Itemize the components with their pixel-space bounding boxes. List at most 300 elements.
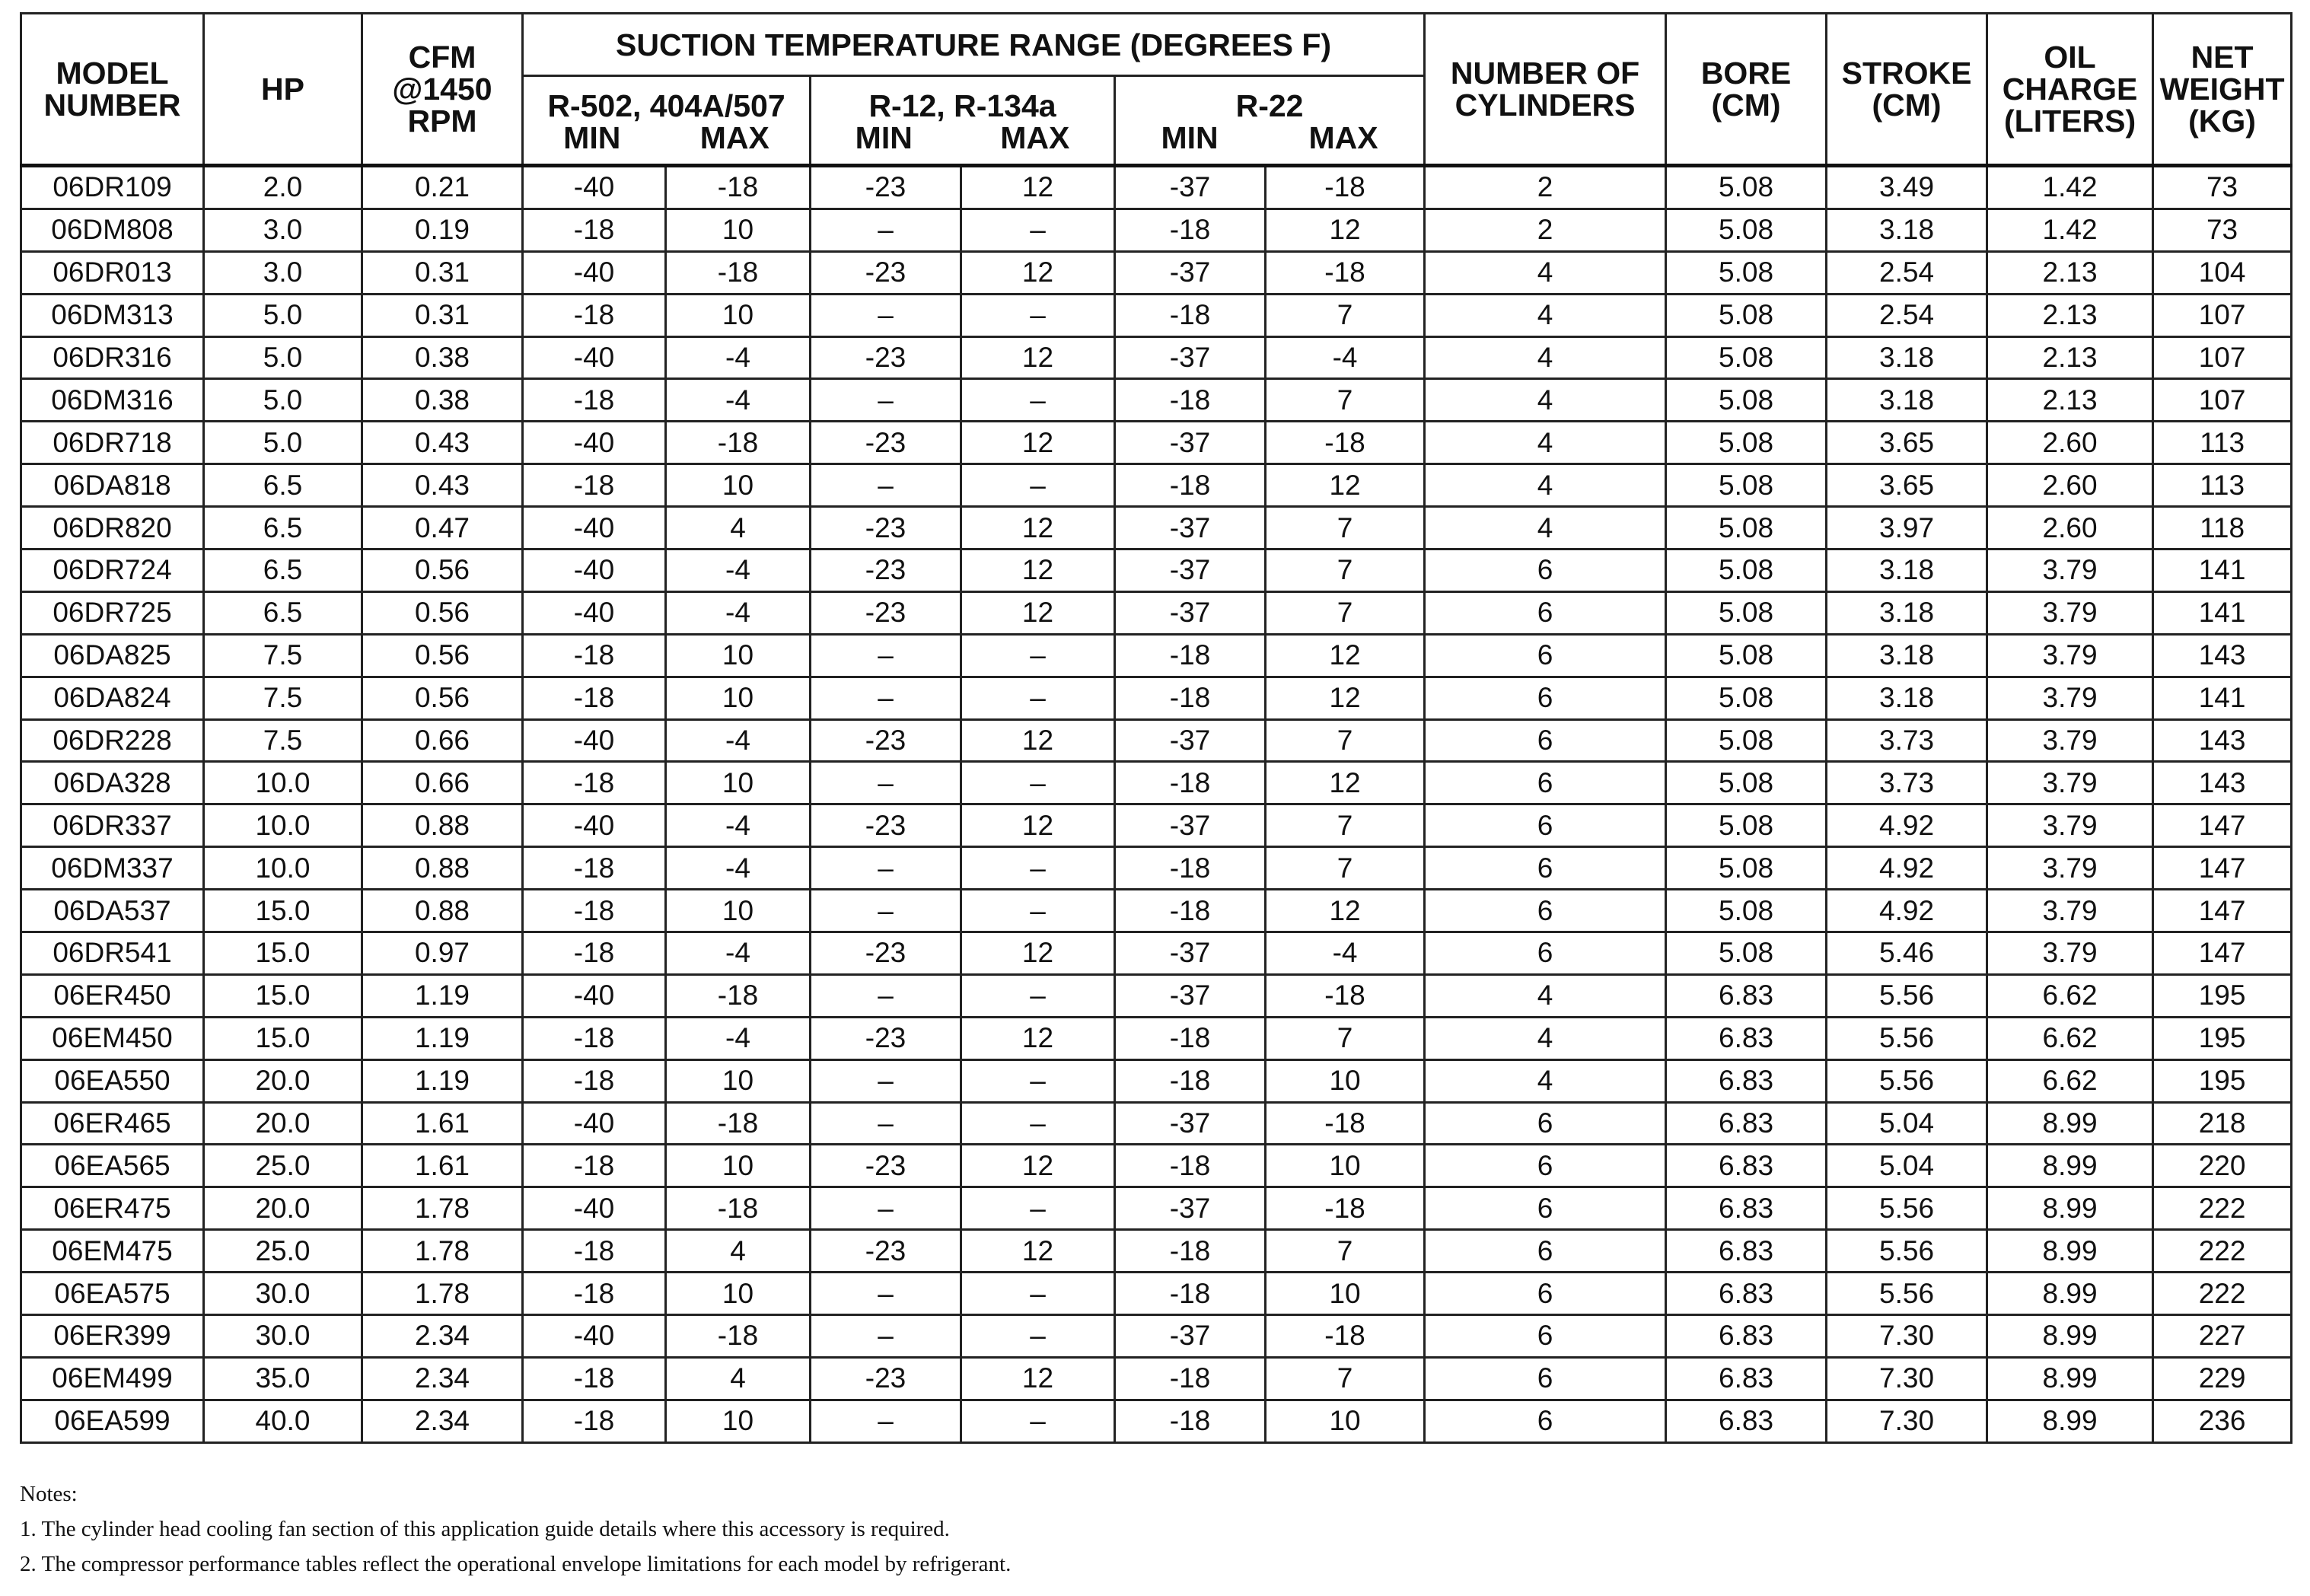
cell-r502-max: -18 bbox=[666, 422, 811, 464]
cell-net-weight: 73 bbox=[2153, 209, 2292, 251]
cell-model-number: 06DA537 bbox=[21, 890, 204, 932]
cell-model-number: 06EA575 bbox=[21, 1273, 204, 1315]
cell-r502-min: -40 bbox=[523, 591, 666, 634]
cell-model-number: 06ER450 bbox=[21, 974, 204, 1017]
cell-r12-max: – bbox=[961, 379, 1115, 422]
cell-hp: 15.0 bbox=[204, 974, 362, 1017]
cell-r22-min: -37 bbox=[1115, 507, 1266, 550]
cell-cfm: 0.19 bbox=[362, 209, 523, 251]
cell-r502-min: -40 bbox=[523, 1315, 666, 1358]
cell-r22-min: -37 bbox=[1115, 422, 1266, 464]
cell-bore: 6.83 bbox=[1666, 1357, 1827, 1400]
cell-r12-min: – bbox=[811, 1102, 961, 1145]
cell-net-weight: 195 bbox=[2153, 1017, 2292, 1059]
cell-hp: 15.0 bbox=[204, 932, 362, 975]
cell-cfm: 1.61 bbox=[362, 1102, 523, 1145]
cell-r12-min: – bbox=[811, 1059, 961, 1102]
cell-cylinders: 6 bbox=[1425, 550, 1666, 592]
cell-r12-min: – bbox=[811, 890, 961, 932]
cell-cylinders: 6 bbox=[1425, 1315, 1666, 1358]
cell-r22-max: -18 bbox=[1266, 1315, 1425, 1358]
table-row bbox=[21, 464, 2292, 507]
cell-net-weight: 143 bbox=[2153, 719, 2292, 762]
cell-r12-min: – bbox=[811, 847, 961, 890]
cell-oil-charge: 6.62 bbox=[1987, 1059, 2153, 1102]
cell-r502-min: -18 bbox=[523, 1230, 666, 1273]
cell-r502-min: -40 bbox=[523, 336, 666, 379]
cell-r12-min: -23 bbox=[811, 804, 961, 847]
cell-net-weight: 107 bbox=[2153, 336, 2292, 379]
cell-oil-charge: 8.99 bbox=[1987, 1400, 2153, 1442]
cell-r502-max: -4 bbox=[666, 847, 811, 890]
cell-hp: 15.0 bbox=[204, 1017, 362, 1059]
cell-net-weight: 227 bbox=[2153, 1315, 2292, 1358]
cell-hp: 6.5 bbox=[204, 550, 362, 592]
cell-stroke: 5.56 bbox=[1827, 1230, 1987, 1273]
table-row bbox=[21, 1315, 2292, 1358]
cell-r502-max: -4 bbox=[666, 719, 811, 762]
cell-r502-min: -40 bbox=[523, 507, 666, 550]
cell-oil-charge: 3.79 bbox=[1987, 550, 2153, 592]
cell-r22-min: -18 bbox=[1115, 294, 1266, 336]
cell-oil-charge: 8.99 bbox=[1987, 1187, 2153, 1230]
cell-cylinders: 6 bbox=[1425, 1400, 1666, 1442]
cell-stroke: 3.18 bbox=[1827, 634, 1987, 677]
cell-r22-min: -18 bbox=[1115, 762, 1266, 804]
cell-cylinders: 6 bbox=[1425, 804, 1666, 847]
cell-net-weight: 141 bbox=[2153, 591, 2292, 634]
cell-r502-max: -18 bbox=[666, 1102, 811, 1145]
cell-net-weight: 107 bbox=[2153, 379, 2292, 422]
table-row bbox=[21, 890, 2292, 932]
cell-r22-max: 7 bbox=[1266, 507, 1425, 550]
cell-r502-max: 10 bbox=[666, 1273, 811, 1315]
cell-r12-max: 12 bbox=[961, 507, 1115, 550]
header-group-r12 bbox=[811, 76, 1115, 166]
cell-model-number: 06ER475 bbox=[21, 1187, 204, 1230]
cell-oil-charge: 3.79 bbox=[1987, 591, 2153, 634]
table-row bbox=[21, 932, 2292, 975]
cell-oil-charge: 6.62 bbox=[1987, 974, 2153, 1017]
cell-cylinders: 2 bbox=[1425, 209, 1666, 251]
table-row bbox=[21, 1145, 2292, 1187]
cell-net-weight: 141 bbox=[2153, 550, 2292, 592]
cell-r22-min: -18 bbox=[1115, 1059, 1266, 1102]
cell-r12-min: -23 bbox=[811, 1145, 961, 1187]
cell-r22-min: -18 bbox=[1115, 1273, 1266, 1315]
cell-r22-min: -18 bbox=[1115, 1145, 1266, 1187]
cell-cylinders: 4 bbox=[1425, 251, 1666, 294]
cell-r502-max: -4 bbox=[666, 336, 811, 379]
cell-r22-min: -18 bbox=[1115, 1017, 1266, 1059]
cell-r22-max: 7 bbox=[1266, 804, 1425, 847]
cell-r12-max: 12 bbox=[961, 1230, 1115, 1273]
cell-model-number: 06DR724 bbox=[21, 550, 204, 592]
cell-r502-max: 10 bbox=[666, 890, 811, 932]
cell-r502-min: -40 bbox=[523, 1187, 666, 1230]
cell-cfm: 2.34 bbox=[362, 1357, 523, 1400]
cell-model-number: 06DR337 bbox=[21, 804, 204, 847]
cell-model-number: 06DR718 bbox=[21, 422, 204, 464]
table-row bbox=[21, 251, 2292, 294]
cell-model-number: 06ER399 bbox=[21, 1315, 204, 1358]
cell-oil-charge: 2.60 bbox=[1987, 464, 2153, 507]
table-row bbox=[21, 379, 2292, 422]
cell-cfm: 0.43 bbox=[362, 422, 523, 464]
cell-r502-max: 4 bbox=[666, 1230, 811, 1273]
cell-r502-min: -40 bbox=[523, 251, 666, 294]
cell-hp: 7.5 bbox=[204, 677, 362, 719]
header-stroke: STROKE (CM) bbox=[1827, 14, 1987, 166]
cell-r22-min: -18 bbox=[1115, 890, 1266, 932]
cell-hp: 5.0 bbox=[204, 336, 362, 379]
cell-bore: 5.08 bbox=[1666, 251, 1827, 294]
cell-r12-max: – bbox=[961, 209, 1115, 251]
cell-r22-max: 10 bbox=[1266, 1059, 1425, 1102]
cell-bore: 5.08 bbox=[1666, 804, 1827, 847]
cell-r502-min: -18 bbox=[523, 932, 666, 975]
cell-bore: 5.08 bbox=[1666, 464, 1827, 507]
cell-cylinders: 6 bbox=[1425, 677, 1666, 719]
cell-r502-max: -4 bbox=[666, 379, 811, 422]
cell-r502-max: -18 bbox=[666, 251, 811, 294]
cell-hp: 3.0 bbox=[204, 251, 362, 294]
cell-net-weight: 147 bbox=[2153, 804, 2292, 847]
cell-oil-charge: 1.42 bbox=[1987, 209, 2153, 251]
cell-bore: 5.08 bbox=[1666, 847, 1827, 890]
cell-r502-max: -4 bbox=[666, 804, 811, 847]
cell-model-number: 06DR228 bbox=[21, 719, 204, 762]
cell-cylinders: 6 bbox=[1425, 1145, 1666, 1187]
cell-hp: 20.0 bbox=[204, 1059, 362, 1102]
cell-r12-min: -23 bbox=[811, 1357, 961, 1400]
min-label: MIN bbox=[855, 120, 913, 155]
cell-oil-charge: 3.79 bbox=[1987, 634, 2153, 677]
cell-r12-min: – bbox=[811, 634, 961, 677]
cell-cfm: 2.34 bbox=[362, 1400, 523, 1442]
cell-cylinders: 4 bbox=[1425, 1059, 1666, 1102]
cell-cylinders: 4 bbox=[1425, 379, 1666, 422]
cell-r12-max: 12 bbox=[961, 251, 1115, 294]
cell-hp: 35.0 bbox=[204, 1357, 362, 1400]
cell-r22-max: -4 bbox=[1266, 336, 1425, 379]
cell-oil-charge: 6.62 bbox=[1987, 1017, 2153, 1059]
cell-net-weight: 113 bbox=[2153, 422, 2292, 464]
cell-bore: 6.83 bbox=[1666, 1187, 1827, 1230]
cell-r502-max: 10 bbox=[666, 294, 811, 336]
cell-bore: 5.08 bbox=[1666, 719, 1827, 762]
cell-net-weight: 147 bbox=[2153, 890, 2292, 932]
cell-r22-max: -18 bbox=[1266, 422, 1425, 464]
cell-r12-min: – bbox=[811, 294, 961, 336]
cell-stroke: 5.56 bbox=[1827, 1187, 1987, 1230]
cell-stroke: 5.04 bbox=[1827, 1102, 1987, 1145]
cell-r502-min: -40 bbox=[523, 166, 666, 209]
cell-r22-min: -37 bbox=[1115, 804, 1266, 847]
min-label: MIN bbox=[1161, 120, 1219, 155]
cell-bore: 5.08 bbox=[1666, 422, 1827, 464]
max-label: MAX bbox=[699, 120, 769, 155]
cell-cylinders: 2 bbox=[1425, 166, 1666, 209]
table-row bbox=[21, 1102, 2292, 1145]
cell-oil-charge: 8.99 bbox=[1987, 1357, 2153, 1400]
cell-r12-max: 12 bbox=[961, 550, 1115, 592]
cell-stroke: 3.73 bbox=[1827, 719, 1987, 762]
cell-model-number: 06EA599 bbox=[21, 1400, 204, 1442]
cell-r12-max: 12 bbox=[961, 422, 1115, 464]
cell-cylinders: 6 bbox=[1425, 591, 1666, 634]
cell-r12-max: – bbox=[961, 1187, 1115, 1230]
cell-r22-max: -18 bbox=[1266, 974, 1425, 1017]
cell-bore: 6.83 bbox=[1666, 1102, 1827, 1145]
table-row bbox=[21, 634, 2292, 677]
notes-title: Notes: bbox=[20, 1482, 78, 1506]
cell-bore: 6.83 bbox=[1666, 1273, 1827, 1315]
cell-model-number: 06DA824 bbox=[21, 677, 204, 719]
cell-cfm: 0.47 bbox=[362, 507, 523, 550]
cell-r12-max: 12 bbox=[961, 804, 1115, 847]
cell-r22-min: -37 bbox=[1115, 336, 1266, 379]
cell-cfm: 0.56 bbox=[362, 550, 523, 592]
cell-r502-min: -18 bbox=[523, 847, 666, 890]
cell-r12-min: – bbox=[811, 1187, 961, 1230]
cell-r12-min: -23 bbox=[811, 932, 961, 975]
cell-stroke: 7.30 bbox=[1827, 1315, 1987, 1358]
cell-cylinders: 4 bbox=[1425, 507, 1666, 550]
cell-stroke: 5.56 bbox=[1827, 1017, 1987, 1059]
cell-hp: 6.5 bbox=[204, 591, 362, 634]
cell-bore: 6.83 bbox=[1666, 1230, 1827, 1273]
cell-cfm: 0.56 bbox=[362, 677, 523, 719]
cell-net-weight: 220 bbox=[2153, 1145, 2292, 1187]
cell-r502-min: -40 bbox=[523, 974, 666, 1017]
cell-stroke: 3.65 bbox=[1827, 422, 1987, 464]
cell-r22-min: -18 bbox=[1115, 1400, 1266, 1442]
cell-r502-max: -18 bbox=[666, 974, 811, 1017]
cell-r22-max: 12 bbox=[1266, 464, 1425, 507]
cell-hp: 10.0 bbox=[204, 804, 362, 847]
cell-r502-max: -4 bbox=[666, 932, 811, 975]
cell-r12-max: 12 bbox=[961, 591, 1115, 634]
cell-cfm: 1.61 bbox=[362, 1145, 523, 1187]
cell-r12-max: – bbox=[961, 1273, 1115, 1315]
cell-r22-min: -37 bbox=[1115, 550, 1266, 592]
cell-stroke: 3.97 bbox=[1827, 507, 1987, 550]
cell-r22-max: 7 bbox=[1266, 591, 1425, 634]
cell-bore: 5.08 bbox=[1666, 890, 1827, 932]
cell-model-number: 06DR013 bbox=[21, 251, 204, 294]
cell-hp: 6.5 bbox=[204, 507, 362, 550]
cell-net-weight: 218 bbox=[2153, 1102, 2292, 1145]
cell-r502-max: 10 bbox=[666, 1145, 811, 1187]
cell-stroke: 3.18 bbox=[1827, 550, 1987, 592]
cell-r12-min: -23 bbox=[811, 591, 961, 634]
cell-r22-max: 12 bbox=[1266, 209, 1425, 251]
cell-oil-charge: 2.60 bbox=[1987, 507, 2153, 550]
cell-r12-min: -23 bbox=[811, 507, 961, 550]
cell-r12-max: – bbox=[961, 847, 1115, 890]
cell-hp: 30.0 bbox=[204, 1273, 362, 1315]
cell-r12-min: – bbox=[811, 1315, 961, 1358]
cell-r12-max: – bbox=[961, 1400, 1115, 1442]
cell-oil-charge: 8.99 bbox=[1987, 1230, 2153, 1273]
table-row bbox=[21, 550, 2292, 592]
cell-net-weight: 222 bbox=[2153, 1230, 2292, 1273]
cell-r12-min: -23 bbox=[811, 422, 961, 464]
cell-r12-max: 12 bbox=[961, 1357, 1115, 1400]
cell-r22-max: 7 bbox=[1266, 1357, 1425, 1400]
cell-stroke: 2.54 bbox=[1827, 251, 1987, 294]
cell-r502-min: -18 bbox=[523, 379, 666, 422]
cell-bore: 6.83 bbox=[1666, 1017, 1827, 1059]
cell-oil-charge: 3.79 bbox=[1987, 804, 2153, 847]
cell-bore: 6.83 bbox=[1666, 1315, 1827, 1358]
cell-r22-min: -37 bbox=[1115, 1315, 1266, 1358]
note-item-1: 1. The cylinder head cooling fan section of this application guide details where this accessory is required. bbox=[20, 1517, 950, 1541]
header-model-number: MODEL NUMBER bbox=[21, 14, 204, 166]
refrigerant-group-label: R-502, 404A/507 bbox=[547, 88, 785, 123]
table-row bbox=[21, 1230, 2292, 1273]
cell-bore: 5.08 bbox=[1666, 677, 1827, 719]
cell-oil-charge: 2.60 bbox=[1987, 422, 2153, 464]
cell-model-number: 06DM337 bbox=[21, 847, 204, 890]
cell-cylinders: 6 bbox=[1425, 1230, 1666, 1273]
table-row bbox=[21, 336, 2292, 379]
cell-oil-charge: 8.99 bbox=[1987, 1102, 2153, 1145]
cell-oil-charge: 2.13 bbox=[1987, 251, 2153, 294]
cell-oil-charge: 2.13 bbox=[1987, 379, 2153, 422]
cell-cylinders: 6 bbox=[1425, 762, 1666, 804]
cell-r12-max: – bbox=[961, 1059, 1115, 1102]
cell-bore: 6.83 bbox=[1666, 1400, 1827, 1442]
cell-cfm: 1.78 bbox=[362, 1230, 523, 1273]
cell-cfm: 1.19 bbox=[362, 974, 523, 1017]
cell-r22-max: 7 bbox=[1266, 719, 1425, 762]
cell-cfm: 0.43 bbox=[362, 464, 523, 507]
cell-r502-max: -4 bbox=[666, 550, 811, 592]
cell-oil-charge: 1.42 bbox=[1987, 166, 2153, 209]
cell-r502-min: -18 bbox=[523, 1017, 666, 1059]
cell-model-number: 06EM475 bbox=[21, 1230, 204, 1273]
cell-hp: 7.5 bbox=[204, 634, 362, 677]
cell-r502-min: -18 bbox=[523, 890, 666, 932]
cell-model-number: 06DM313 bbox=[21, 294, 204, 336]
cell-r502-min: -18 bbox=[523, 1273, 666, 1315]
cell-net-weight: 143 bbox=[2153, 762, 2292, 804]
cell-bore: 5.08 bbox=[1666, 550, 1827, 592]
cell-cylinders: 4 bbox=[1425, 336, 1666, 379]
cell-bore: 6.83 bbox=[1666, 1145, 1827, 1187]
table-row bbox=[21, 166, 2292, 209]
cell-r22-min: -37 bbox=[1115, 974, 1266, 1017]
cell-r12-min: – bbox=[811, 677, 961, 719]
cell-cfm: 0.38 bbox=[362, 379, 523, 422]
cell-cylinders: 4 bbox=[1425, 1017, 1666, 1059]
cell-r12-min: -23 bbox=[811, 1230, 961, 1273]
header-bore: BORE (CM) bbox=[1666, 14, 1827, 166]
cell-cfm: 0.66 bbox=[362, 762, 523, 804]
cell-cylinders: 6 bbox=[1425, 890, 1666, 932]
cell-r22-max: 10 bbox=[1266, 1400, 1425, 1442]
cell-r22-min: -18 bbox=[1115, 209, 1266, 251]
cell-r12-max: – bbox=[961, 1102, 1115, 1145]
cell-net-weight: 107 bbox=[2153, 294, 2292, 336]
cell-cfm: 0.56 bbox=[362, 634, 523, 677]
cell-hp: 25.0 bbox=[204, 1230, 362, 1273]
cell-r12-max: 12 bbox=[961, 932, 1115, 975]
cell-oil-charge: 3.79 bbox=[1987, 762, 2153, 804]
cell-cylinders: 4 bbox=[1425, 974, 1666, 1017]
cell-r22-max: 12 bbox=[1266, 634, 1425, 677]
cell-cylinders: 6 bbox=[1425, 634, 1666, 677]
cell-r12-max: 12 bbox=[961, 719, 1115, 762]
cell-r22-min: -37 bbox=[1115, 1102, 1266, 1145]
table-row bbox=[21, 1273, 2292, 1315]
cell-r22-max: -18 bbox=[1266, 251, 1425, 294]
cell-model-number: 06DA328 bbox=[21, 762, 204, 804]
cell-r12-max: – bbox=[961, 890, 1115, 932]
cell-net-weight: 118 bbox=[2153, 507, 2292, 550]
cell-hp: 2.0 bbox=[204, 166, 362, 209]
cell-cylinders: 6 bbox=[1425, 932, 1666, 975]
cell-hp: 10.0 bbox=[204, 762, 362, 804]
notes-section bbox=[20, 1477, 2290, 1582]
cell-oil-charge: 3.79 bbox=[1987, 677, 2153, 719]
cell-oil-charge: 8.99 bbox=[1987, 1273, 2153, 1315]
cell-stroke: 3.18 bbox=[1827, 209, 1987, 251]
table-row bbox=[21, 209, 2292, 251]
header-net-weight: NET WEIGHT (KG) bbox=[2153, 14, 2292, 166]
cell-r12-min: – bbox=[811, 1400, 961, 1442]
cell-net-weight: 73 bbox=[2153, 166, 2292, 209]
cell-cfm: 0.38 bbox=[362, 336, 523, 379]
cell-r22-max: 10 bbox=[1266, 1145, 1425, 1187]
table-row bbox=[21, 804, 2292, 847]
cell-model-number: 06DM808 bbox=[21, 209, 204, 251]
cell-hp: 3.0 bbox=[204, 209, 362, 251]
cell-r502-min: -40 bbox=[523, 719, 666, 762]
cell-r22-max: 7 bbox=[1266, 550, 1425, 592]
cell-r12-min: – bbox=[811, 762, 961, 804]
cell-oil-charge: 8.99 bbox=[1987, 1145, 2153, 1187]
cell-hp: 5.0 bbox=[204, 422, 362, 464]
cell-model-number: 06DR541 bbox=[21, 932, 204, 975]
cell-cylinders: 4 bbox=[1425, 464, 1666, 507]
cell-r502-max: -4 bbox=[666, 591, 811, 634]
cell-net-weight: 113 bbox=[2153, 464, 2292, 507]
cell-net-weight: 236 bbox=[2153, 1400, 2292, 1442]
cell-r12-max: 12 bbox=[961, 336, 1115, 379]
cell-bore: 5.08 bbox=[1666, 634, 1827, 677]
header-group-r22 bbox=[1115, 76, 1425, 166]
cell-net-weight: 143 bbox=[2153, 634, 2292, 677]
cell-oil-charge: 3.79 bbox=[1987, 932, 2153, 975]
cell-r22-min: -18 bbox=[1115, 1230, 1266, 1273]
table-row bbox=[21, 1187, 2292, 1230]
cell-oil-charge: 8.99 bbox=[1987, 1315, 2153, 1358]
cell-model-number: 06DR820 bbox=[21, 507, 204, 550]
cell-r12-max: – bbox=[961, 677, 1115, 719]
cell-cylinders: 6 bbox=[1425, 1273, 1666, 1315]
table-row bbox=[21, 1017, 2292, 1059]
cell-r12-max: – bbox=[961, 464, 1115, 507]
cell-r502-min: -18 bbox=[523, 464, 666, 507]
cell-r12-max: – bbox=[961, 762, 1115, 804]
cell-r502-min: -18 bbox=[523, 294, 666, 336]
cell-r22-max: 7 bbox=[1266, 847, 1425, 890]
cell-r12-min: -23 bbox=[811, 336, 961, 379]
cell-r12-min: -23 bbox=[811, 251, 961, 294]
